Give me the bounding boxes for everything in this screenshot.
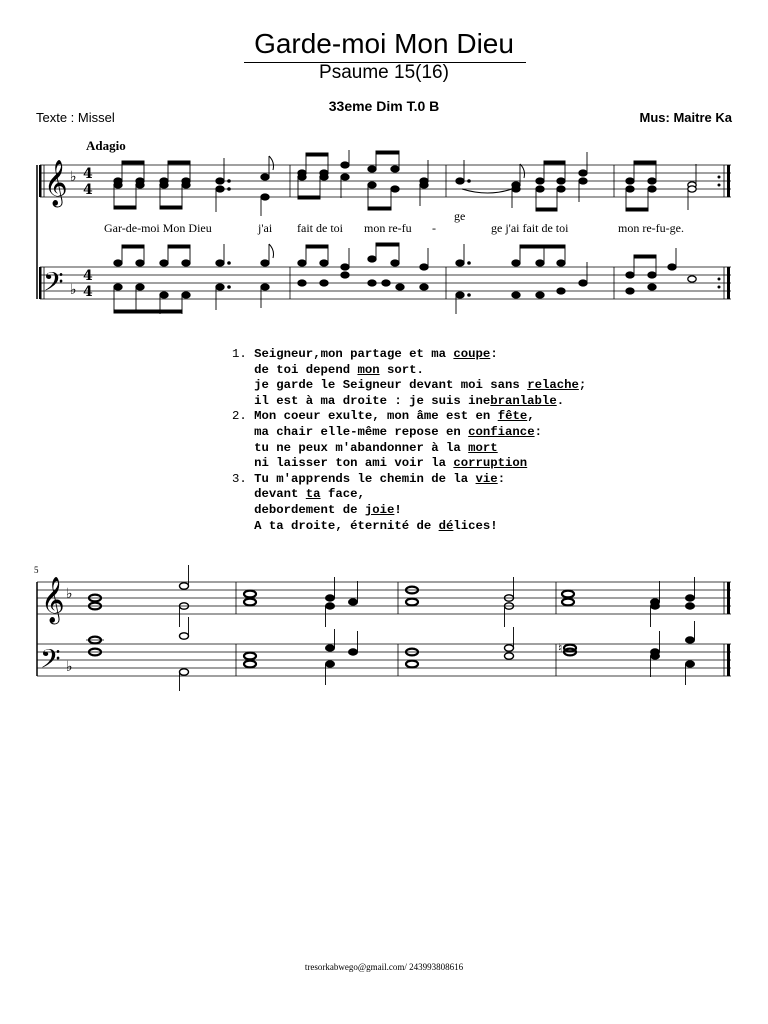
natural-sign-icon: ♮ — [558, 641, 563, 655]
treble-notes — [114, 150, 696, 216]
bass-clef-icon: 𝄢 — [43, 266, 64, 304]
accented-syllable: corruption — [453, 456, 528, 471]
verse-text: devant — [254, 487, 306, 502]
accented-syllable: branlable — [490, 393, 557, 408]
verse-text: Tu m'apprends le chemin de la — [254, 471, 476, 486]
verse-line — [232, 441, 586, 457]
verses — [232, 347, 586, 534]
liturgical-occasion: 33eme Dim T.0 B — [328, 98, 440, 114]
lyricist-credit: Texte : Missel — [36, 110, 115, 125]
verse-line — [232, 394, 586, 410]
lyric-syllable: mon re-fu — [364, 221, 412, 235]
accented-syllable: ta — [305, 487, 321, 502]
verse-text: ma chair elle-même repose en — [254, 424, 469, 439]
verse-line — [232, 425, 586, 441]
verse-text: je garde le Seigneur devant moi sans — [254, 378, 528, 393]
title: Garde-moi Mon Dieu — [254, 28, 514, 59]
composer-credit: Mus: Maitre Ka — [639, 110, 732, 125]
flat-key-icon: ♭ — [70, 169, 77, 185]
lyric-syllable: mon re-fu-ge. — [618, 221, 684, 235]
treble-clef-icon: 𝄞 — [41, 577, 65, 623]
verse-text: , — [527, 409, 535, 424]
bass-clef-icon: 𝄢 — [40, 643, 61, 681]
accented-syllable: vie — [475, 471, 498, 486]
measure-number: 5 — [34, 565, 39, 575]
flat-key-icon: ♭ — [66, 586, 73, 602]
verse-text: tu ne peux m'abandonner à la — [254, 440, 469, 455]
lyric-syllable: ge j'ai fait de toi — [491, 221, 569, 235]
treble-notes — [89, 565, 695, 627]
verse-line — [232, 456, 586, 472]
verse-number: 1. — [232, 347, 247, 361]
subtitle: Psaume 15(16) — [319, 62, 449, 83]
final-barline — [727, 644, 730, 676]
accented-syllable: coupe — [453, 347, 491, 361]
verse-line — [232, 487, 586, 503]
verse-line — [232, 409, 586, 425]
bass-staff — [37, 644, 731, 676]
verse-text: debordement de — [254, 502, 365, 517]
verse-text: Mon coeur exulte, mon âme est en — [254, 409, 498, 424]
verse-text: sort. — [379, 362, 424, 377]
verse-text: de toi depend — [254, 362, 358, 377]
verse-line — [232, 378, 586, 394]
verse-text: : — [497, 471, 506, 486]
treble-clef-icon: 𝄞 — [44, 160, 68, 206]
accented-syllable: mon — [357, 362, 380, 377]
svg-text:4: 4 — [83, 268, 93, 284]
verse-line — [232, 519, 586, 535]
lyric-syllable: fait de toi — [297, 221, 343, 235]
verse-text: lices! — [453, 518, 498, 533]
verse-text: ! — [394, 502, 402, 517]
lyric-syllable: - — [432, 221, 436, 235]
accented-syllable: mort — [468, 440, 498, 455]
verse-line — [232, 472, 586, 488]
accented-syllable: dé — [438, 518, 454, 533]
flat-key-icon: ♭ — [66, 659, 73, 675]
verse-text: face, — [320, 487, 365, 502]
verse-text: . — [556, 393, 565, 408]
svg-text:4: 4 — [83, 182, 93, 198]
verse-number: 2. — [232, 409, 247, 424]
verse-number: 3. — [232, 471, 247, 486]
flat-key-icon: ♭ — [70, 282, 77, 298]
verse-line — [232, 347, 586, 363]
bass-notes — [86, 617, 695, 691]
verse-text: Seigneur,mon partage et ma — [254, 347, 454, 361]
verse-line — [232, 363, 586, 379]
tempo-marking: Adagio — [86, 138, 126, 153]
bass-notes — [114, 243, 696, 314]
verse-text: il est à ma droite : je suis ine — [254, 393, 491, 408]
accented-syllable: relache — [527, 378, 579, 393]
repeat-end-icon — [718, 165, 731, 299]
lyric-syllable: j'ai — [258, 221, 273, 235]
verse-text: A ta droite, éternité de — [254, 518, 439, 533]
lyric-syllable: ge — [454, 209, 466, 223]
lyric-syllable: Gar-de-moi Mon Dieu — [104, 221, 212, 235]
accented-syllable: joie — [364, 502, 395, 517]
footer-contact: tresorkabwego@gmail.com/ 243993808616 — [304, 962, 464, 972]
svg-text:4: 4 — [83, 166, 93, 182]
treble-staff — [37, 582, 731, 614]
svg-text:4: 4 — [83, 284, 93, 300]
final-barline — [727, 582, 730, 614]
verse-text: ; — [578, 378, 587, 393]
time-signature — [83, 166, 93, 300]
verse-text: : — [534, 424, 542, 439]
music-system-2 — [0, 565, 768, 695]
verse-text: : — [490, 347, 498, 361]
accented-syllable: confiance — [468, 424, 535, 439]
accented-syllable: fête — [497, 409, 528, 424]
verse-text: ni laisser ton ami voir la — [254, 456, 454, 471]
verse-line — [232, 503, 586, 519]
